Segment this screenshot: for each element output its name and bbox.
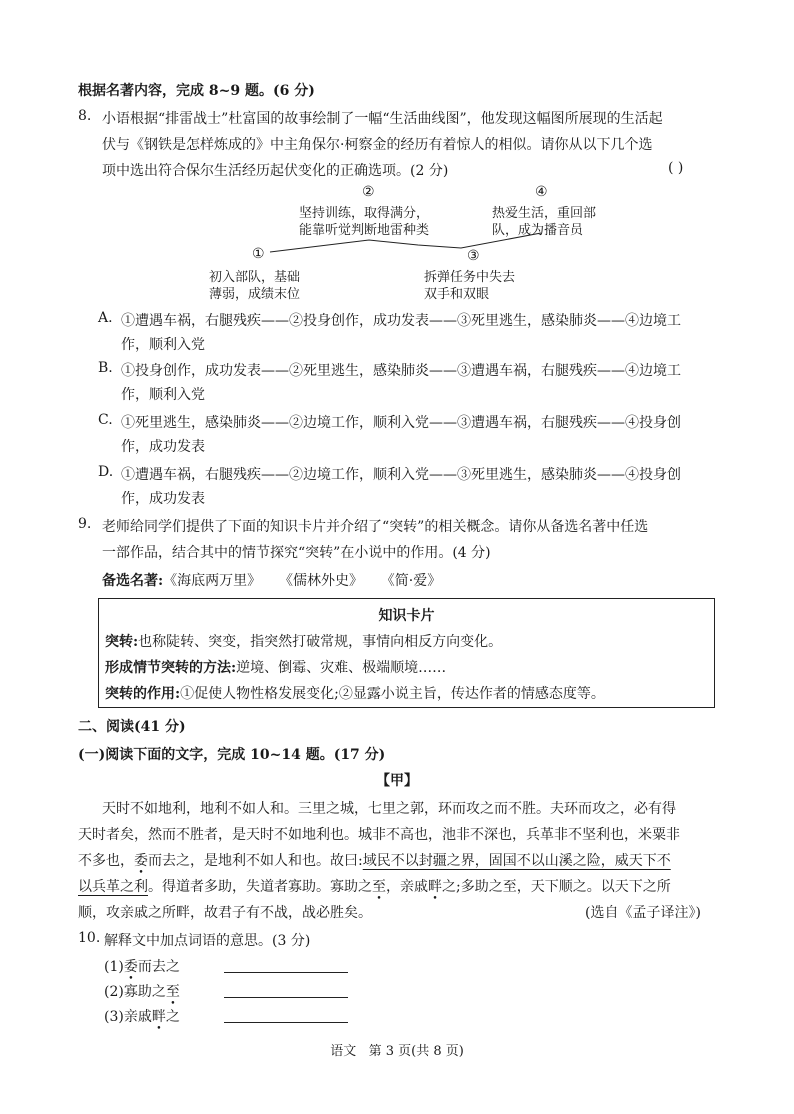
q10-item-1-dotted: 委 bbox=[123, 959, 138, 975]
q10-item-2-num: (2) bbox=[104, 984, 124, 1000]
passage-line4-c: 之;多助之至，天下顺之。以天下之所 bbox=[442, 879, 671, 895]
option-b-line1: ①投身创作，成功发表——②死里逃生，感染肺炎——③遭遇车祸，右腿残疾——④边境工 bbox=[121, 363, 681, 379]
section-intro: 根据名著内容，完成 8~9 题。(6 分) bbox=[78, 83, 315, 99]
option-d-line2: 作，成功发表 bbox=[121, 491, 205, 507]
diagram-node-1: ① bbox=[252, 246, 265, 262]
option-d-letter: D. bbox=[98, 464, 114, 480]
diagram-node-4: ④ bbox=[535, 184, 548, 200]
card-row-2-text: 逆境、倒霉、灾难、极端顺境…… bbox=[236, 660, 447, 676]
q10-item-1-b: 而去之 bbox=[137, 959, 180, 975]
card-row-1 bbox=[105, 631, 502, 651]
passage-line3-b: 而去之，是地利不如人和也。故曰: bbox=[148, 853, 363, 869]
option-a-line2: 作，顺利入党 bbox=[121, 337, 205, 353]
q9-line1: 老师给同学们提供了下面的知识卡片并介绍了“突转”的相关概念。请你从备选名著中任选 bbox=[102, 519, 649, 535]
option-c-letter: C. bbox=[98, 412, 113, 428]
q8-line2: 伏与《钢铁是怎样炼成的》中主角保尔·柯察金的经历有着惊人的相似。请你从以下几个选 bbox=[102, 137, 653, 153]
passage-jia-label: 【甲】 bbox=[376, 773, 418, 789]
books-list: 《海底两万里》 《儒林外史》 《简·爱》 bbox=[163, 573, 442, 589]
diagram-text-4b: 队，成为播音员 bbox=[492, 223, 584, 238]
passage-line5: 顺，攻亲戚之所畔，故君子有不战，战必胜矣。 bbox=[78, 905, 372, 921]
q10-item-2-a: 寡助之 bbox=[123, 984, 166, 1000]
option-b-line2: 作，顺利入党 bbox=[121, 387, 205, 403]
part2-heading: 二、阅读(41 分) bbox=[78, 719, 186, 735]
knowledge-card bbox=[98, 598, 715, 708]
diagram-text-1b: 薄弱，成绩末位 bbox=[209, 287, 301, 302]
q10-item-1 bbox=[104, 956, 180, 976]
answer-blank-3[interactable] bbox=[224, 1022, 348, 1023]
q10-item-3-a: 亲戚 bbox=[123, 1009, 152, 1025]
option-c-line2: 作，成功发表 bbox=[121, 439, 205, 455]
diagram-node-2: ② bbox=[362, 184, 375, 200]
passage-source: (选自《孟子译注》) bbox=[585, 905, 701, 921]
diagram-text-1a: 初入部队，基础 bbox=[209, 270, 301, 285]
card-row-2 bbox=[105, 657, 446, 677]
dotted-word-pan: 畔 bbox=[428, 879, 442, 895]
books-line bbox=[102, 570, 441, 590]
answer-blank-1[interactable] bbox=[224, 972, 348, 973]
q10-item-2-dotted: 至 bbox=[165, 984, 180, 1000]
q8-line3: 项中选出符合保尔生活经历起伏变化的正确选项。(2 分) bbox=[102, 163, 449, 179]
q10-item-2 bbox=[104, 981, 180, 1001]
sub1-heading: (一)阅读下面的文字，完成 10~14 题。(17 分) bbox=[78, 747, 386, 763]
passage-line1: 天时不如地利，地利不如人和。三里之城，七里之郭，环而攻之而不胜。夫环而攻之，必有得 bbox=[102, 801, 676, 817]
option-c-line1: ①死里逃生，感染肺炎——②边境工作，顺利入党——③遭遇车祸，右腿残疾——④投身创 bbox=[121, 415, 681, 431]
card-row-1-label: 突转: bbox=[105, 634, 139, 650]
passage-line2: 天时者矣，然而不胜者，是天时不如地利也。城非不高也，池非不深也，兵革非不坚利也，米粟非 bbox=[78, 827, 680, 843]
page-footer: 语文 第 3 页(共 8 页) bbox=[330, 1044, 464, 1059]
diagram-text-2a: 坚持训练，取得满分， bbox=[299, 206, 430, 221]
passage-line4-b: ，亲戚 bbox=[386, 879, 428, 895]
dotted-word-zhi: 至 bbox=[372, 879, 386, 895]
card-row-2-label: 形成情节突转的方法: bbox=[105, 660, 237, 676]
card-row-3-label: 突转的作用: bbox=[105, 686, 181, 702]
option-d-line1: ①遭遇车祸，右腿残疾——②边境工作，顺利入党——③死里逃生，感染肺炎——④投身创 bbox=[121, 467, 681, 483]
diagram-text-3a: 拆弹任务中失去 bbox=[424, 270, 516, 285]
life-curve-diagram bbox=[0, 0, 794, 300]
q10-number: 10. bbox=[78, 930, 101, 946]
q8-line1: 小语根据“排雷战士”杜富国的故事绘制了一幅“生活曲线图”，他发现这幅图所展现的生活起 bbox=[102, 111, 663, 127]
underlined-sentence-part1: 域民不以封疆之界，固国不以山溪之险，威天下不 bbox=[362, 853, 671, 869]
passage-line3-a: 不多也， bbox=[78, 853, 134, 869]
underlined-sentence-part2: 以兵革之利 bbox=[78, 879, 148, 895]
q10-item-3-dotted: 畔 bbox=[151, 1009, 166, 1025]
q8-number: 8. bbox=[78, 108, 92, 124]
passage-line3 bbox=[78, 850, 671, 870]
q9-line2: 一部作品，结合其中的情节探究“突转”在小说中的作用。(4 分) bbox=[102, 545, 491, 561]
option-b-letter: B. bbox=[98, 360, 113, 376]
books-label: 备选名著: bbox=[102, 573, 164, 589]
q10-item-1-num: (1) bbox=[104, 959, 124, 975]
q10-text: 解释文中加点词语的意思。(3 分) bbox=[104, 933, 311, 949]
card-row-3-text: ①促使人物性格发展变化;②显露小说主旨，传达作者的情感态度等。 bbox=[180, 686, 605, 702]
card-row-3 bbox=[105, 683, 605, 703]
q10-item-3-num: (3) bbox=[104, 1009, 124, 1025]
diagram-node-3: ③ bbox=[467, 248, 480, 264]
passage-line4 bbox=[78, 876, 671, 896]
passage-line4-a: 。得道者多助，失道者寡助。寡助之 bbox=[148, 879, 372, 895]
q8-answer-paren: ( ) bbox=[668, 160, 684, 176]
option-a-letter: A. bbox=[98, 310, 113, 326]
card-title: 知识卡片 bbox=[378, 608, 435, 624]
card-row-1-text: 也称陡转、突变，指突然打破常规，事情向相反方向变化。 bbox=[138, 634, 503, 650]
diagram-text-2b: 能靠听觉判断地雷种类 bbox=[299, 223, 430, 238]
dotted-word-wei: 委 bbox=[134, 853, 148, 869]
q10-item-3-b: 之 bbox=[165, 1009, 180, 1025]
option-a-line1: ①遭遇车祸，右腿残疾——②投身创作，成功发表——③死里逃生，感染肺炎——④边境工 bbox=[121, 313, 681, 329]
q9-number: 9. bbox=[78, 516, 92, 532]
answer-blank-2[interactable] bbox=[224, 997, 348, 998]
diagram-text-4a: 热爱生活，重回部 bbox=[492, 206, 597, 221]
q10-item-3 bbox=[104, 1006, 180, 1026]
diagram-text-3b: 双手和双眼 bbox=[424, 287, 490, 302]
